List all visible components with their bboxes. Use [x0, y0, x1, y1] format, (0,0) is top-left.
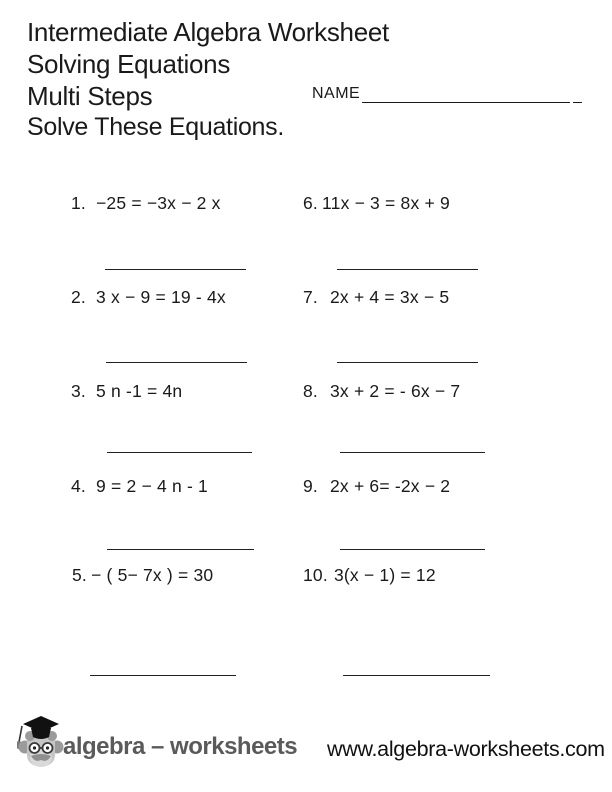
problem-equation: 2x + 6= -2x − 2 [330, 476, 451, 496]
answer-blank-1 [105, 269, 246, 270]
answer-blank-9 [340, 549, 485, 550]
problem-8 [303, 381, 460, 402]
answer-blank-3 [107, 452, 252, 453]
problem-equation: 11x − 3 = 8x + 9 [322, 193, 450, 213]
answer-blank-7 [337, 362, 478, 363]
mascot-logo-icon [14, 714, 64, 770]
problem-number: 6. [303, 193, 318, 213]
problem-number: 5. [72, 565, 87, 585]
worksheet-title: Intermediate Algebra Worksheet [27, 17, 389, 47]
problem-7 [303, 287, 449, 308]
instruction-text: Solve These Equations. [27, 113, 284, 141]
problem-number: 7. [303, 287, 318, 307]
problem-1 [71, 193, 221, 214]
worksheet-topic: Multi Steps [27, 81, 153, 111]
answer-blank-2 [106, 362, 247, 363]
name-blank-line [362, 102, 570, 103]
problem-3 [71, 381, 182, 402]
name-label: NAME [312, 85, 361, 102]
problem-equation: 9 = 2 − 4 n - 1 [96, 476, 208, 496]
answer-blank-6 [337, 269, 478, 270]
problem-number: 4. [71, 476, 86, 496]
problem-equation: −25 = −3x − 2 x [96, 193, 221, 213]
problem-6 [303, 193, 450, 214]
problem-4 [71, 476, 208, 497]
logo-wordmark: algebra – worksheets [63, 733, 298, 760]
answer-blank-10 [343, 675, 490, 676]
problem-equation: 3(x − 1) = 12 [333, 565, 436, 585]
answer-blank-8 [340, 452, 485, 453]
problem-number: 8. [303, 381, 318, 401]
problem-equation: 3 x − 9 = 19 - 4x [96, 287, 226, 307]
problem-number: 9. [303, 476, 318, 496]
problem-equation: − ( 5− 7x ) = 30 [91, 565, 214, 585]
problem-equation: 3x + 2 = - 6x − 7 [330, 381, 461, 401]
problem-2 [71, 287, 226, 308]
problem-number: 10. [303, 565, 328, 585]
problem-equation: 5 n -1 = 4n [96, 381, 183, 401]
answer-blank-4 [107, 549, 254, 550]
website-url: www.algebra-worksheets.com [327, 737, 605, 761]
problem-9 [303, 476, 450, 497]
answer-blank-5 [90, 675, 236, 676]
problem-10 [303, 565, 436, 586]
problem-5 [72, 565, 213, 586]
worksheet-subtitle: Solving Equations [27, 49, 231, 79]
problem-equation: 2x + 4 = 3x − 5 [330, 287, 450, 307]
name-blank-line-end [573, 102, 582, 103]
problem-number: 3. [71, 381, 86, 401]
problem-number: 1. [71, 193, 86, 213]
problem-number: 2. [71, 287, 86, 307]
